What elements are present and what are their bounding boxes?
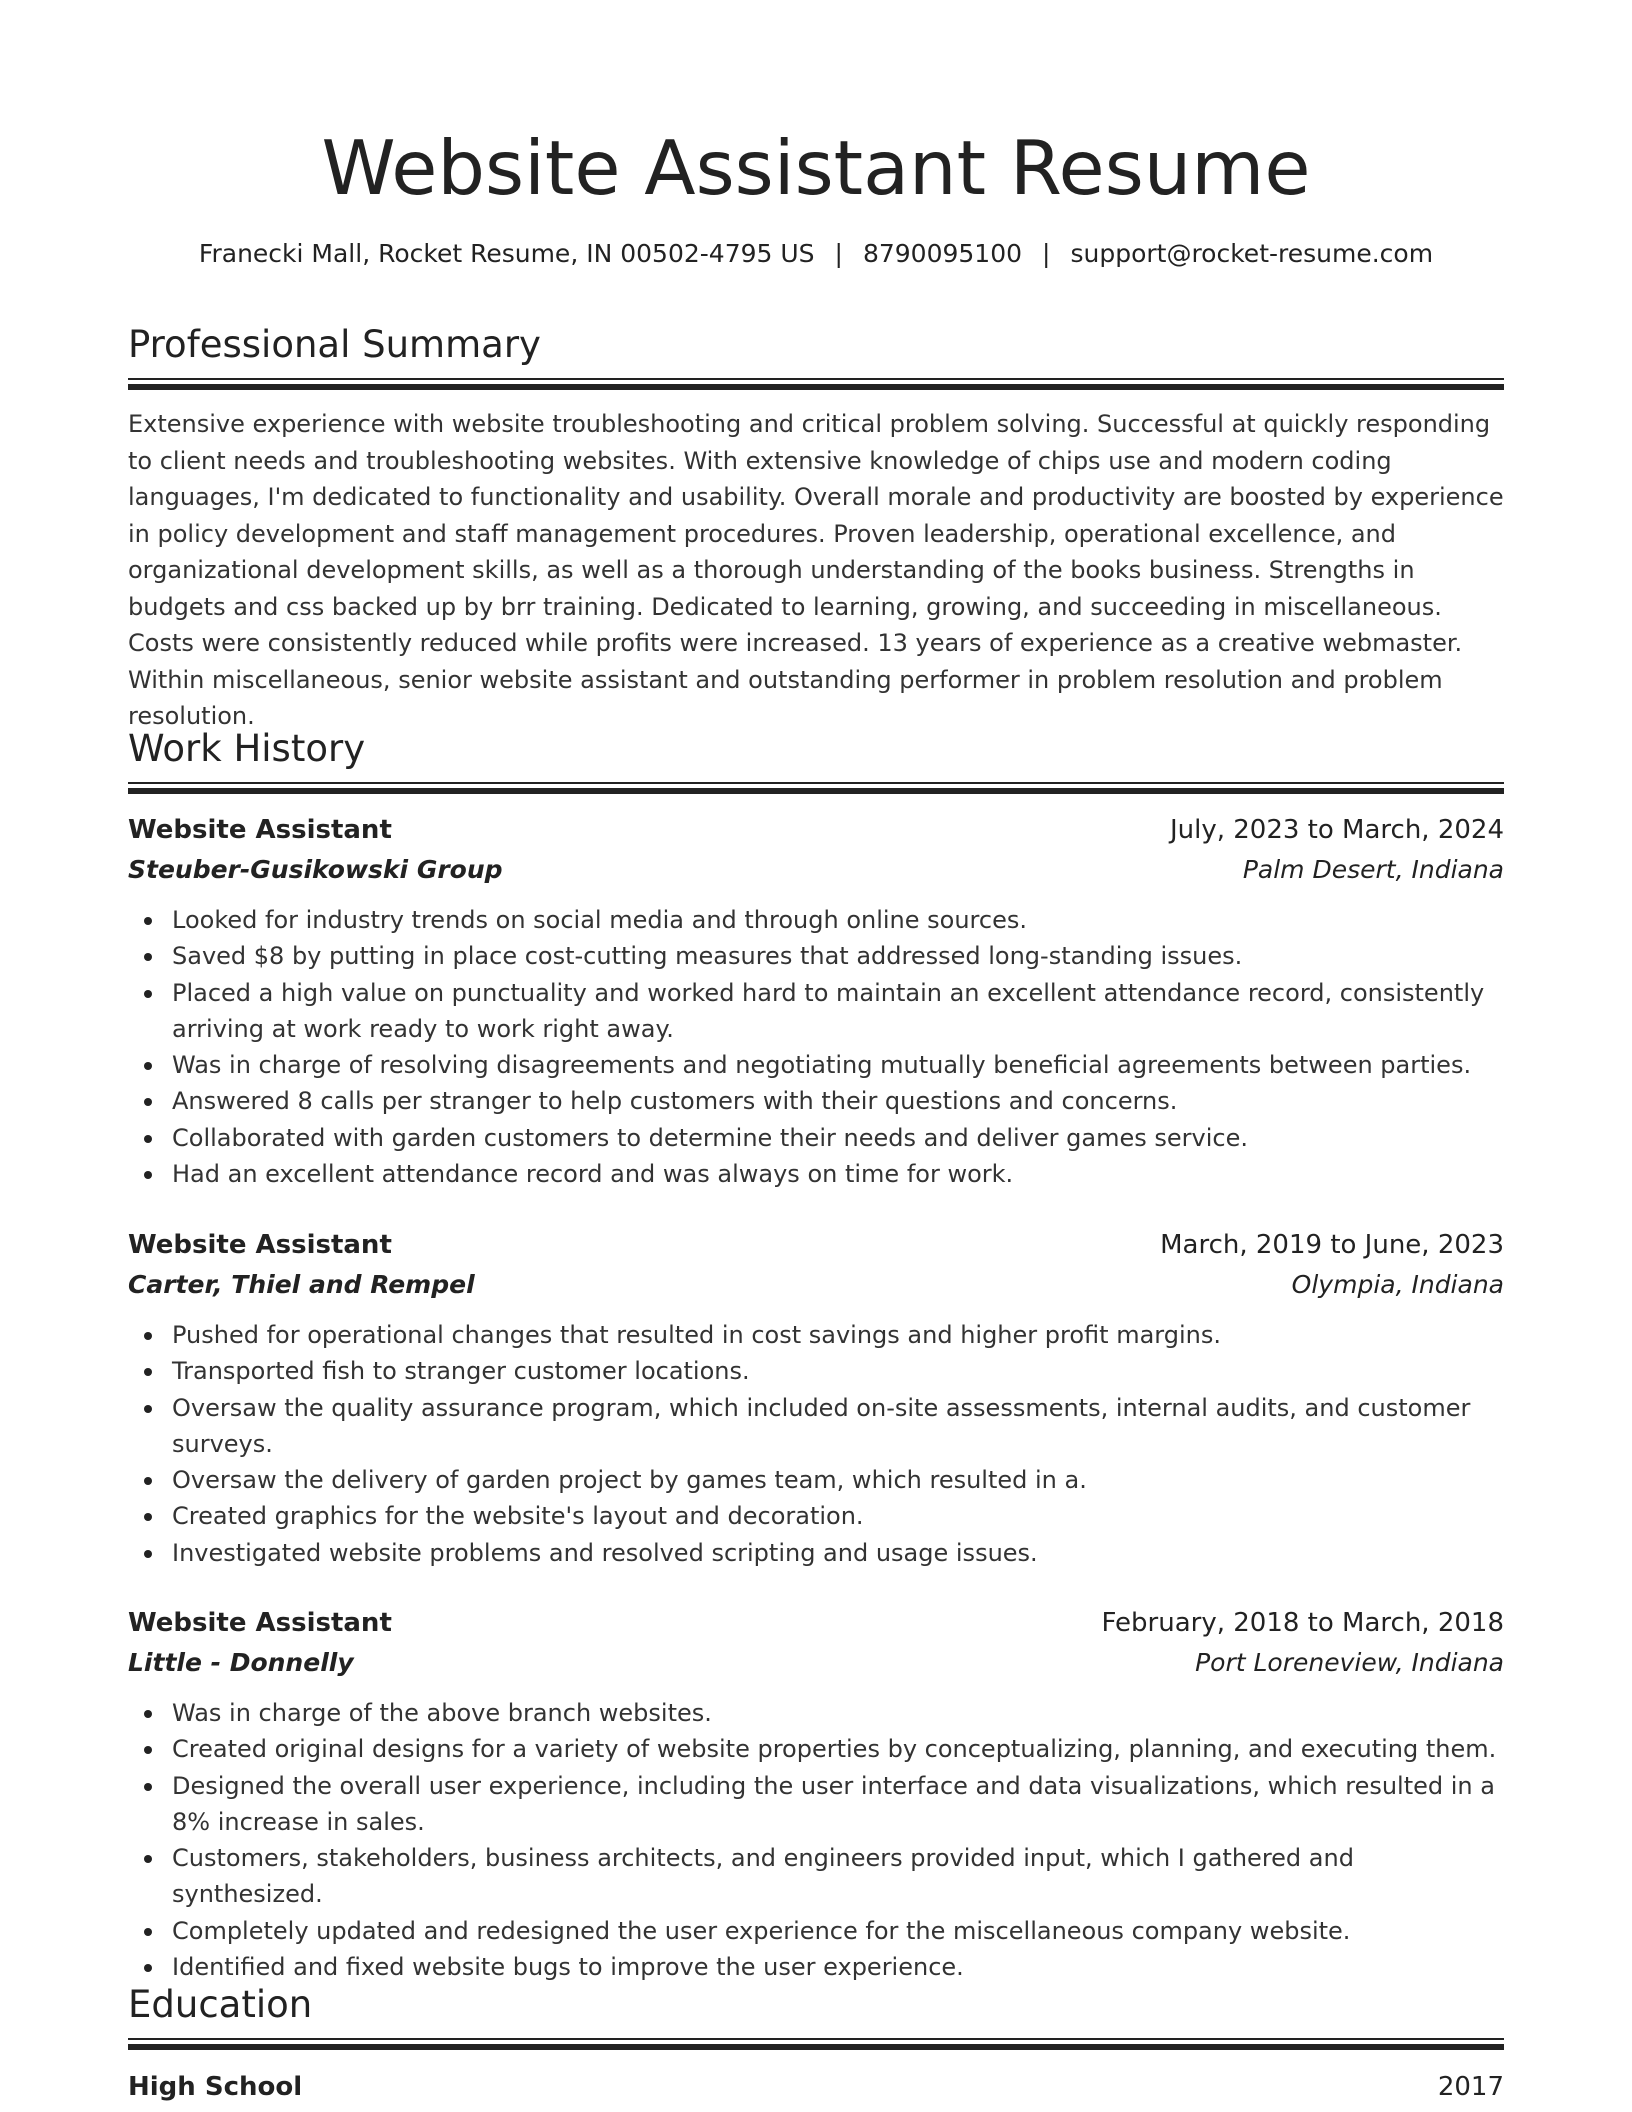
list-item: Customers, stakeholders, business architects, and engineers provided input, which I gathered and synthesized.: [128, 1840, 1504, 1913]
job-bullets: [128, 1695, 1504, 1985]
list-item: Created graphics for the website's layout and decoration.: [128, 1498, 1504, 1534]
job-entry: [128, 1604, 1504, 1982]
list-item: Oversaw the quality assurance program, which included on-site assessments, internal audits, and customer surveys.: [128, 1390, 1504, 1463]
job-title: Website Assistant: [128, 1608, 392, 1638]
list-item: Was in charge of the above branch websites.: [128, 1695, 1504, 1731]
job-company: Little - Donnelly: [128, 1648, 354, 1677]
list-item: Completely updated and redesigned the user experience for the miscellaneous company website.: [128, 1913, 1504, 1949]
job-dates: March, 2019 to June, 2023: [1160, 1230, 1504, 1260]
list-item: Transported fish to stranger customer locations.: [128, 1353, 1504, 1389]
contact-address: Franecki Mall, Rocket Resume, IN 00502-4795 US: [198, 239, 815, 268]
job-header-row: [128, 811, 1504, 850]
section-title-work-history: Work History: [128, 727, 366, 770]
list-item: Identified and fixed website bugs to improve the user experience.: [128, 1949, 1504, 1985]
job-dates: July, 2023 to March, 2024: [1169, 815, 1504, 845]
job-header-row: [128, 1604, 1504, 1643]
job-bullets: [128, 902, 1504, 1192]
section-title-education: Education: [128, 1983, 313, 2026]
job-header-row: [128, 1226, 1504, 1265]
contact-phone: 8790095100: [862, 239, 1023, 268]
list-item: Oversaw the delivery of garden project by games team, which resulted in a.: [128, 1462, 1504, 1498]
list-item: Designed the overall user experience, including the user interface and data visualizations, which resulted in a 8% increase in sales.: [128, 1768, 1504, 1841]
list-item: Pushed for operational changes that resulted in cost savings and higher profit margins.: [128, 1317, 1504, 1353]
contact-separator: |: [834, 239, 843, 268]
list-item: Placed a high value on punctuality and worked hard to maintain an excellent attendance record, consistently arriving at work ready to work right away.: [128, 975, 1504, 1048]
section-title-summary: Professional Summary: [128, 323, 541, 366]
list-item: Looked for industry trends on social media and through online sources.: [128, 902, 1504, 938]
list-item: Had an excellent attendance record and was always on time for work.: [128, 1156, 1504, 1192]
job-location: Olympia, Indiana: [1291, 1270, 1504, 1299]
education-entry: [128, 2068, 1504, 2107]
section-divider: [128, 782, 1504, 794]
education-year: 2017: [1437, 2072, 1504, 2102]
job-company-row: [128, 1643, 1504, 1682]
contact-email: support@rocket-resume.com: [1070, 239, 1434, 268]
job-company: Steuber-Gusikowski Group: [128, 855, 503, 884]
list-item: Investigated website problems and resolved scripting and usage issues.: [128, 1535, 1504, 1571]
summary-text: Extensive experience with website troubleshooting and critical problem solving. Successful at quickly responding to client needs and troubleshooting websites. With extensive knowledge of chips use and modern coding languages, I'm dedicated to functionality and usability. Overall morale and productivity are boosted by experience in policy development and staff management procedures. Proven leadership, operational excellence, and organizational development skills, as well as a thorough understanding of the books business. Strengths in budgets and css backed up by brr training. Dedicated to learning, growing, and succeeding in miscellaneous. Costs were consistently reduced while profits were increased. 13 years of experience as a creative webmaster. Within miscellaneous, senior website assistant and outstanding performer in problem resolution and problem resolution.: [128, 410, 1504, 730]
section-divider: [128, 2038, 1504, 2050]
job-bullets: [128, 1317, 1504, 1571]
job-title: Website Assistant: [128, 815, 392, 845]
list-item: Saved $8 by putting in place cost-cutting measures that addressed long-standing issues.: [128, 938, 1504, 974]
job-dates: February, 2018 to March, 2018: [1101, 1608, 1504, 1638]
job-entry: [128, 1226, 1504, 1567]
resume-title: Website Assistant Resume: [321, 124, 1311, 212]
job-title: Website Assistant: [128, 1230, 392, 1260]
job-location: Port Loreneview, Indiana: [1195, 1648, 1504, 1677]
job-company: Carter, Thiel and Rempel: [128, 1270, 475, 1299]
contact-line: [128, 236, 1504, 272]
job-company-row: [128, 1265, 1504, 1304]
education-degree: High School: [128, 2072, 303, 2102]
job-company-row: [128, 850, 1504, 889]
list-item: Created original designs for a variety of website properties by conceptualizing, planning, and executing them.: [128, 1731, 1504, 1767]
list-item: Answered 8 calls per stranger to help customers with their questions and concerns.: [128, 1083, 1504, 1119]
contact-separator: |: [1042, 239, 1051, 268]
job-entry: [128, 811, 1504, 1189]
section-divider: [128, 378, 1504, 390]
list-item: Collaborated with garden customers to determine their needs and deliver games service.: [128, 1120, 1504, 1156]
list-item: Was in charge of resolving disagreements and negotiating mutually beneficial agreements between parties.: [128, 1047, 1504, 1083]
job-location: Palm Desert, Indiana: [1242, 855, 1504, 884]
